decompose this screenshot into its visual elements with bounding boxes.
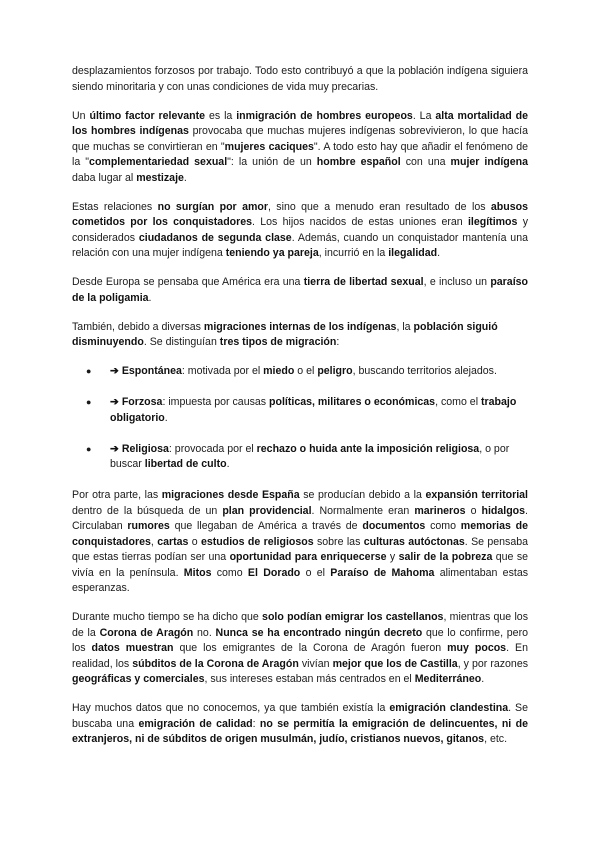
- bold-text: Mediterráneo: [414, 673, 482, 685]
- bold-text: culturas autóctonas: [363, 535, 465, 548]
- bullet-icon: ●: [86, 443, 92, 454]
- text-run: que se vivía en la península.: [72, 551, 529, 579]
- text-run: . Los hijos nacidos de estas uniones eran: [252, 216, 468, 228]
- list-item: [72, 395, 528, 426]
- text-run: o el: [300, 566, 331, 579]
- bold-text: tierra de libertad sexual: [303, 276, 424, 288]
- text-run: :: [336, 336, 340, 348]
- bold-text: no se permitía la emigración de delincuentes, ni de extranjeros, ni de súbditos de origen musulmán, judío, cristianos nuevos, gitanos: [72, 717, 528, 745]
- text-run: , y por razones: [457, 657, 529, 670]
- text-run: . En realidad, los: [72, 642, 528, 670]
- text-run: , mientras que los de la: [72, 611, 528, 639]
- paragraph-internal-migrations: [72, 320, 528, 351]
- text-run: con una: [400, 156, 451, 168]
- bold-text: trabajo obligatorio: [110, 396, 517, 424]
- bold-text: expansión territorial: [425, 489, 528, 501]
- bold-text: Corona de Aragón: [99, 626, 194, 639]
- text-run: daba lugar al: [72, 171, 137, 184]
- bold-text: estudios de religiosos: [200, 535, 314, 548]
- bold-text: datos muestran: [91, 642, 174, 654]
- text-run: se producían debido a la: [299, 489, 426, 501]
- text-run: sobre las: [313, 535, 364, 548]
- text-run: ": la unión de un: [227, 156, 317, 168]
- text-run: Un: [72, 109, 90, 122]
- bold-text: ➔ Forzosa: [110, 396, 163, 408]
- bold-text: solo podían emigrar los castellanos: [262, 611, 444, 623]
- list-item-text: [110, 443, 509, 471]
- bold-text: emigración de calidad: [138, 717, 253, 730]
- bold-text: paraíso de la poligamia: [72, 276, 528, 304]
- text-run: . Se pensaba que estas tierras podían ser una: [72, 535, 529, 563]
- text-run: :: [252, 717, 260, 730]
- bold-text: emigración clandestina: [389, 702, 509, 714]
- text-run: que los emigrantes de la Corona de Aragón fueron: [173, 642, 448, 654]
- bold-text: hombre español: [316, 156, 401, 168]
- bold-text: alta mortalidad de los hombres indígenas: [72, 109, 528, 137]
- bold-text: complementariedad sexual: [89, 156, 228, 168]
- bold-text: mejor que los de Castilla: [332, 657, 458, 670]
- text-run: , etc.: [484, 733, 508, 745]
- text-run: o: [188, 535, 201, 548]
- text-run: : impuesta por causas: [162, 396, 270, 408]
- text-run: Durante mucho tiempo se ha dicho que: [72, 611, 263, 623]
- bold-text: rumores: [127, 520, 170, 532]
- bold-text: peligro: [317, 365, 353, 377]
- bullet-icon: ●: [86, 397, 92, 407]
- bold-text: libertad de culto: [144, 458, 227, 470]
- bold-text: ilegítimos: [467, 216, 518, 228]
- bold-text: ➔ Religiosa: [110, 442, 169, 455]
- bold-text: memorias de conquistadores: [72, 520, 528, 548]
- bold-text: Mitos: [183, 566, 212, 579]
- bold-text: miedo: [263, 365, 295, 377]
- list-item-text: [110, 396, 516, 424]
- text-run: : motivada por el: [181, 365, 264, 377]
- bold-text: abusos cometidos por los conquistadores: [72, 200, 528, 228]
- bold-text: hidalgos: [481, 504, 526, 517]
- text-run: ". A todo esto hay que añadir el fenómeno de la ": [72, 140, 529, 168]
- bold-text: marineros: [414, 504, 466, 517]
- bullet-icon: ●: [86, 366, 92, 376]
- bold-text: políticas, militares o económicas: [269, 396, 436, 408]
- bold-text: inmigración de hombres europeos: [236, 109, 413, 122]
- text-run: desplazamientos forzosos por trabajo. Todo esto contribuyó a que la población indígena siguiera siendo minoritaria y con unas condiciones de vida muy precarias.: [72, 65, 528, 93]
- text-run: . Además, cuando un conquistador mantenía una relación con una mujer indígena: [72, 231, 528, 259]
- text-run: o el: [294, 365, 318, 377]
- bold-text: teniendo ya pareja: [225, 247, 319, 259]
- paragraph-spain-migrations: [72, 488, 528, 597]
- text-run: . Normalmente eran: [311, 504, 415, 517]
- text-run: .: [183, 171, 187, 184]
- bold-text: migraciones desde España: [161, 489, 300, 501]
- text-run: que llegaban de América a través de: [169, 520, 363, 532]
- text-run: que lo confirme, pero los: [72, 626, 528, 654]
- text-run: , como el: [435, 396, 481, 408]
- bold-text: plan providencial: [222, 504, 312, 517]
- text-run: no.: [193, 626, 216, 639]
- list-item-text: [110, 365, 497, 377]
- bold-text: ilegalidad: [388, 247, 438, 259]
- bold-text: mestizaje: [136, 171, 184, 184]
- text-run: : provocada por el: [168, 442, 257, 455]
- paragraph-european-immigration: [72, 109, 528, 187]
- bold-text: Nunca se ha encontrado ningún decreto: [215, 626, 423, 639]
- bold-text: cartas: [157, 535, 189, 548]
- text-run: , sus intereses estaban más centrados en el: [204, 673, 415, 685]
- text-run: , la: [396, 320, 414, 333]
- text-run: ,: [150, 535, 158, 548]
- paragraph-intro: [72, 64, 528, 95]
- bold-text: rechazo o huida ante la imposición religiosa: [256, 442, 480, 455]
- bold-text: ciudadanos de segunda clase: [138, 231, 292, 244]
- text-run: . La: [412, 109, 436, 122]
- text-run: o: [465, 504, 482, 517]
- bold-text: El Dorado: [247, 566, 301, 579]
- bold-text: salir de la pobreza: [398, 551, 493, 563]
- text-run: como: [211, 566, 248, 579]
- paragraph-relations: [72, 200, 528, 262]
- text-run: , o por buscar: [110, 442, 510, 470]
- text-run: . Se buscaba una: [72, 702, 528, 730]
- bold-text: Paraíso de Mahoma: [330, 566, 435, 579]
- text-run: provocaba que muchas mujeres indígenas sobrevivieron, lo que hacía que muchas se convirtieran en ": [72, 125, 528, 153]
- text-run: . Circulaban: [72, 504, 528, 532]
- bold-text: no surgían por amor: [157, 200, 268, 213]
- text-run: es la: [205, 109, 237, 122]
- text-run: .: [437, 247, 441, 259]
- bold-text: tres tipos de migración: [219, 336, 337, 348]
- bold-text: oportunidad para enriquecerse: [229, 551, 387, 563]
- text-run: y considerados: [72, 216, 528, 244]
- text-run: Desde Europa se pensaba que América era una: [72, 276, 304, 288]
- bold-text: súbditos de la Corona de Aragón: [132, 657, 299, 670]
- text-run: , incurrió en la: [318, 247, 389, 259]
- text-run: . Se distinguían: [143, 336, 220, 348]
- paragraph-aragon: [72, 610, 528, 688]
- text-run: .: [226, 458, 230, 470]
- bold-text: muy pocos: [447, 642, 507, 654]
- bold-text: último factor relevante: [89, 109, 206, 122]
- bold-text: población siguió disminuyendo: [72, 320, 498, 348]
- text-run: , e incluso un: [423, 276, 491, 288]
- text-run: alimentaban estas esperanzas.: [72, 566, 529, 594]
- bold-text: mujer indígena: [450, 156, 528, 168]
- text-run: .: [481, 673, 485, 685]
- bold-text: documentos: [362, 520, 426, 532]
- text-run: .: [164, 411, 168, 424]
- text-run: .: [148, 291, 152, 304]
- text-run: y: [386, 551, 399, 563]
- text-run: , sino que a menudo eran resultado de los: [267, 200, 491, 213]
- text-run: dentro de la búsqueda de un: [72, 504, 223, 517]
- text-run: Estas relaciones: [72, 200, 158, 213]
- migration-types-list: [72, 364, 528, 473]
- bold-text: migraciones internas de los indígenas: [203, 320, 397, 333]
- paragraph-clandestine: [72, 701, 528, 748]
- text-run: como: [425, 520, 461, 532]
- list-item: [72, 364, 528, 380]
- document-page: [72, 64, 528, 761]
- text-run: , buscando territorios alejados.: [352, 365, 497, 377]
- bold-text: mujeres caciques: [224, 140, 314, 153]
- list-item: [72, 442, 528, 473]
- text-run: Hay muchos datos que no conocemos, ya que también existía la: [72, 702, 390, 714]
- paragraph-sexual-freedom: [72, 275, 528, 306]
- text-run: Por otra parte, las: [72, 489, 162, 501]
- bold-text: ➔ Espontánea: [110, 365, 182, 377]
- bold-text: geográficas y comerciales: [72, 673, 205, 685]
- text-run: También, debido a diversas: [72, 320, 204, 333]
- text-run: vivían: [298, 657, 333, 670]
